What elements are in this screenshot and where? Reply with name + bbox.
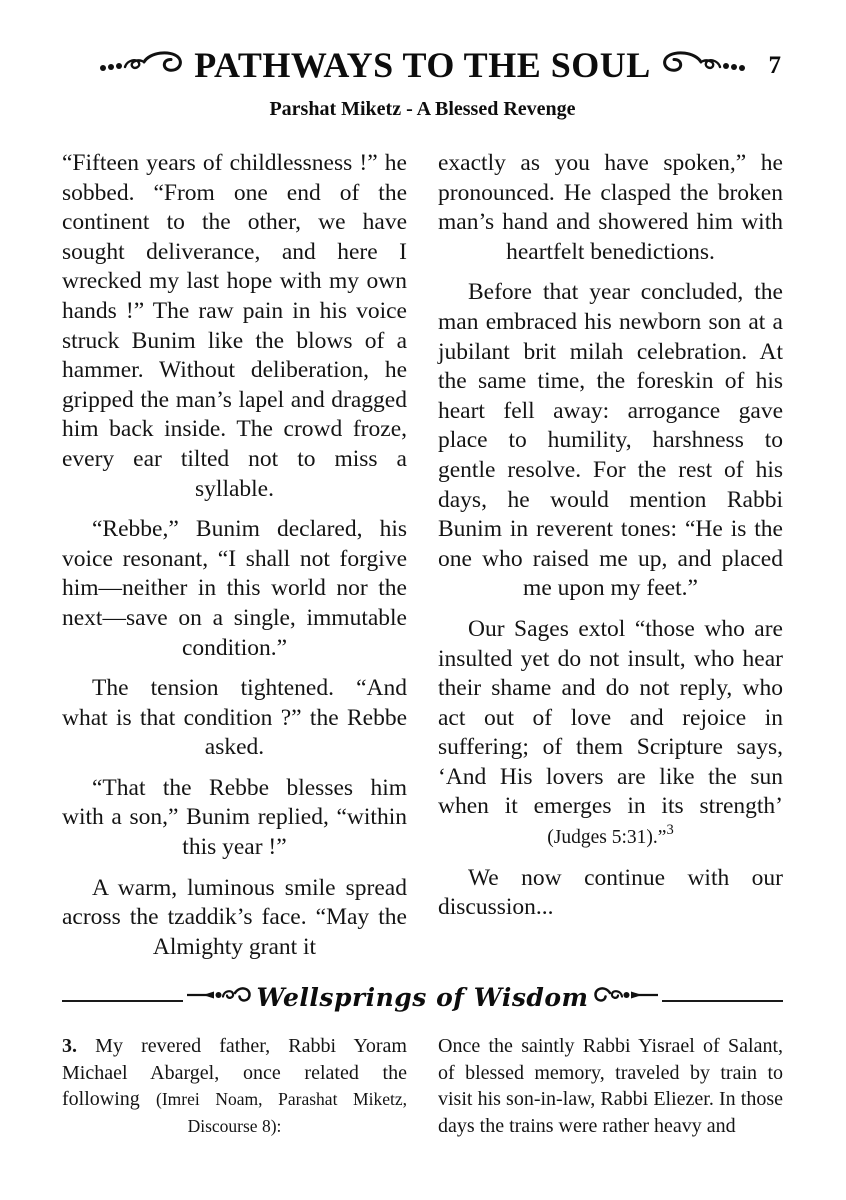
page-title: PATHWAYS TO THE SOUL <box>194 45 651 85</box>
arrow-curl-flourish-left-icon <box>187 984 251 1011</box>
divider-label: Wellsprings of Wisdom <box>256 983 589 1013</box>
footnote-reference: 3 <box>666 822 674 839</box>
left-paragraph-5: A warm, luminous smile spread across the tzaddik’s face. “May the Almighty grant it <box>62 874 407 960</box>
right-paragraph-1: exactly as you have spoken,” he pronounced. He clasped the broken man’s hand and showered him with heartfelt benedictions. <box>438 150 783 265</box>
footnote-right-text: Once the saintly Rabbi Yisrael of Salant, of blessed memory, traveled by train to visit his son-in-law, Rabbi Eliezer. In those days the trains were rather heavy and <box>438 1035 783 1137</box>
left-paragraph-2: “Rebbe,” Bunim declared, his voice resonant, “I shall not forgive him—neither in this world nor the next—save on a single, immutable condition.” <box>62 516 407 661</box>
body-columns <box>62 149 783 973</box>
page-header <box>62 44 783 90</box>
left-paragraph-4: “That the Rebbe blesses him with a son,” Bunim replied, “within this year !” <box>62 774 407 861</box>
right-paragraph-3 <box>438 615 783 853</box>
section-divider <box>62 983 783 1019</box>
footnote-left-text: My revered father, Rabbi Yoram Michael Abargel, once related the following <box>62 1035 407 1111</box>
footnote-left <box>62 1033 407 1139</box>
left-column <box>62 149 407 973</box>
divider-label-wrap <box>62 983 783 1012</box>
page-number: 7 <box>768 52 781 79</box>
scripture-citation: (Judges 5:31).” <box>547 827 667 849</box>
footnote-left-source: (Imrei Noam, Parashat Miketz, Discourse 8): <box>156 1089 407 1136</box>
footnote-right <box>438 1033 783 1139</box>
right-paragraph-4: We now continue with our discussion... <box>438 864 783 921</box>
right-paragraph-2: Before that year concluded, the man embraced his newborn son at a jubilant brit milah celebration. At the same time, the foreskin of his heart fell away: arrogance gave place to humility, harshness to gentle resolve. For the rest of his days, he would mention Rabbi Bunim in reverent tones: “He is the one who raised me up, and placed me upon my feet.” <box>438 279 783 602</box>
scroll-flourish-left-icon <box>98 48 186 83</box>
footnote-marker: 3. <box>62 1035 77 1058</box>
scroll-flourish-right-icon <box>659 48 747 83</box>
title-group <box>98 44 747 86</box>
footnotes-section <box>62 1033 783 1139</box>
right-column <box>438 149 783 973</box>
arrow-curl-flourish-right-icon <box>594 984 658 1011</box>
divider-label-inner <box>183 983 661 1012</box>
sages-quote-text: Our Sages extol “those who are insulted yet do not insult, who hear their shame and do not reply, who act out of love and rejoice in suffering; of them Scripture says, ‘And His lovers are like the sun when it emerges in its strength’ <box>438 615 783 820</box>
page-subtitle: Parshat Miketz - A Blessed Revenge <box>269 98 576 120</box>
left-paragraph-3: The tension tightened. “And what is that condition ?” the Rebbe asked. <box>62 675 407 761</box>
left-paragraph-1: “Fifteen years of childlessness !” he sobbed. “From one end of the continent to the other, we have sought deliverance, and here I wrecked my last hope with my own hands !” The raw pain in his voice struck Bunim like the blows of a hammer. Without deliberation, he gripped the man’s lapel and dragged him back inside. The crowd froze, every ear tilted not to miss a syllable. <box>62 150 407 502</box>
